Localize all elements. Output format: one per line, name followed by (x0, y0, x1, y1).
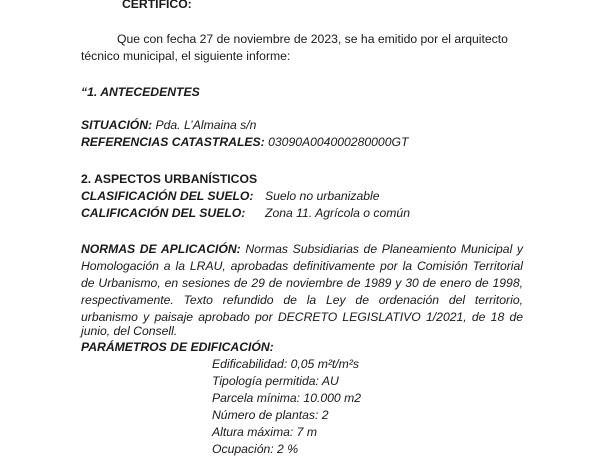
param-edificabilidad: Edificabilidad: 0,05 m²t/m²s (212, 357, 359, 371)
aspectos-heading: 2. ASPECTOS URBANÍSTICOS (81, 172, 258, 186)
normas-line-1 (81, 242, 523, 257)
normas-label: NORMAS DE APLICACIÓN: (81, 242, 241, 256)
param-plantas: Número de plantas: 2 (212, 408, 329, 422)
intro-line-1: Que con fecha 27 de noviembre de 2023, se ha emitido por el arquitecto (117, 32, 508, 46)
param-parcela: Parcela mínima: 10.000 m2 (212, 391, 362, 405)
referencias-label: REFERENCIAS CATASTRALES: (81, 135, 265, 149)
referencias-row (81, 135, 408, 150)
normas-line-4: respectivamente. Texto refundido de la Ley de ordenación del territorio, (81, 293, 523, 307)
calificacion-value: Zona 11. Agrícola o común (265, 206, 410, 220)
certifico-heading: CERTIFICO: (122, 0, 192, 11)
referencias-value: 03090A004000280000GT (268, 135, 409, 149)
param-tipologia: Tipología permitida: AU (212, 374, 339, 388)
normas-line-5: urbanismo y paisaje aprobado por DECRETO LEGISLATIVO 1/2021, de 18 de (81, 310, 523, 324)
param-altura: Altura máxima: 7 m (212, 425, 317, 439)
antecedentes-heading: “1. ANTECEDENTES (81, 85, 200, 99)
situacion-value: Pda. L’Almaina s/n (155, 118, 257, 132)
situacion-row (81, 118, 256, 133)
normas-line-6: junio, del Consell. (81, 324, 178, 338)
clasificacion-label: CLASIFICACIÓN DEL SUELO: (81, 189, 254, 203)
parametros-heading: PARÁMETROS DE EDIFICACIÓN: (81, 340, 274, 354)
normas-line-2: Homologación a la LRAU, aprobadas definitivamente por la Comisión Territorial (81, 259, 523, 273)
clasificacion-value: Suelo no urbanizable (265, 189, 380, 203)
situacion-label: SITUACIÓN: (81, 118, 153, 132)
intro-line-2: técnico municipal, el siguiente informe: (81, 49, 291, 63)
param-ocupacion: Ocupación: 2 % (212, 442, 299, 456)
normas-line-3: de Urbanismo, en sesiones de 29 de noviembre de 1989 y 30 de enero de 1998, (81, 276, 523, 290)
calificacion-label: CALIFICACIÓN DEL SUELO: (81, 206, 246, 220)
normas-text-1: Normas Subsidiarias de Planeamiento Municipal y (245, 242, 523, 256)
